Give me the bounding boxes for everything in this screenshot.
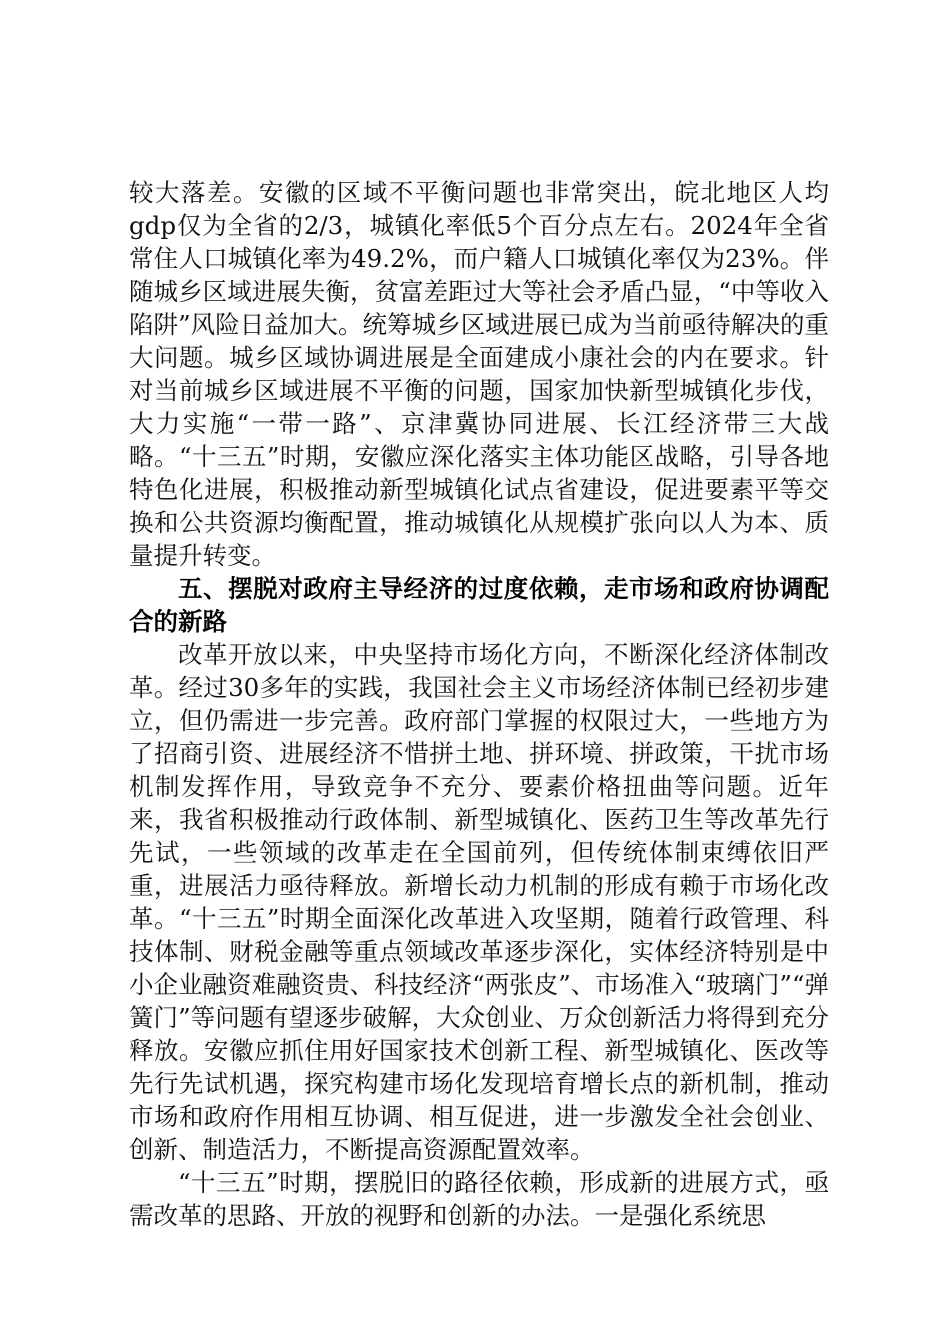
- paragraph-regional-imbalance: 较大落差。安徽的区域不平衡问题也非常突出，皖北地区人均gdp仅为全省的2/3，城镇化率低5个百分点左右。2024年全省常住人口城镇化率为49.2%，而户籍人口城镇化率仅为23%。伴随城乡区域进展失衡，贫富差距过大等社会矛盾凸显，“中等收入陷阱”风险日益加大。统筹城乡区域进展已成为当前亟待解决的重大问题。城乡区域协调进展是全面建成小康社会的内在要求。针对当前城乡区域进展不平衡的问题，国家加快新型城镇化步伐，大力实施“一带一路”、京津冀协同进展、长江经济带三大战略。“十三五”时期，安徽应深化落实主体功能区战略，引导各地特色化进展，积极推动新型城镇化试点省建设，促进要素平等交换和公共资源均衡配置，推动城镇化从规模扩张向以人为本、质量提升转变。: [129, 178, 829, 570]
- document-body: [129, 176, 829, 1232]
- section-heading-five: 五、摆脱对政府主导经济的过度依赖，走市场和政府协调配合的新路: [129, 574, 829, 636]
- paragraph-market-reform: 改革开放以来，中央坚持市场化方向，不断深化经济体制改革。经过30多年的实践，我国社会主义市场经济体制已经初步建立，但仍需进一步完善。政府部门掌握的权限过大，一些地方为了招商引资、进展经济不惜拼土地、拼环境、拼政策，干扰市场机制发挥作用，导致竞争不充分、要素价格扭曲等问题。近年来，我省积极推动行政体制、新型城镇化、医药卫生等改革先行先试，一些领域的改革走在全国前列，但传统体制束缚依旧严重，进展活力亟待释放。新增长动力机制的形成有赖于市场化改革。“十三五”时期全面深化改革进入攻坚期，随着行政管理、科技体制、财税金融等重点领域改革逐步深化，实体经济特别是中小企业融资难融资贵、科技经济“两张皮”、市场准入“玻璃门”“弹簧门”等问题有望逐步破解，大众创业、万众创新活力将得到充分释放。安徽应抓住用好国家技术创新工程、新型城镇化、医改等先行先试机遇，探究构建市场化发现培育增长点的新机制，推动市场和政府作用相互协调、相互促进，进一步激发全社会创业、创新、制造活力，不断提高资源配置效率。: [129, 640, 829, 1164]
- paragraph-thirteenth-five-year: “十三五”时期，摆脱旧的路径依赖，形成新的进展方式，亟需改革的思路、开放的视野和创新的办法。一是强化系统思: [129, 1168, 829, 1230]
